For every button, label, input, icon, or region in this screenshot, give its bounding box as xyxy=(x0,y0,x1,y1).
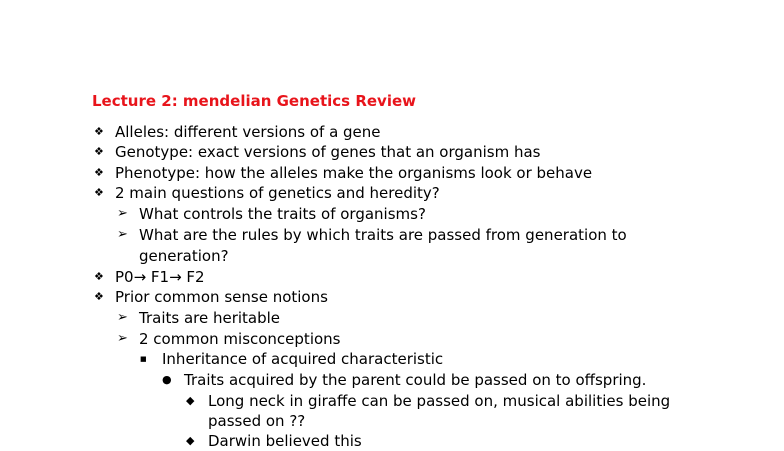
arrow-bullet-icon: ➢ xyxy=(117,310,128,325)
list-item-giraffe-continued: passed on ?? xyxy=(208,412,306,430)
diamond-bullet-icon: ❖ xyxy=(94,186,104,199)
list-item-traits-acquired: Traits acquired by the parent could be passed on to offspring. xyxy=(184,371,647,389)
list-item-phenotype: Phenotype: how the alleles make the organisms look or behave xyxy=(115,164,593,182)
lecture-title: Lecture 2: mendelian Genetics Review xyxy=(92,92,416,110)
list-item-rules-continued: generation? xyxy=(139,247,229,265)
list-item-darwin: Darwin believed this xyxy=(208,432,362,450)
list-item-giraffe: Long neck in giraffe can be passed on, musical abilities being xyxy=(208,392,671,410)
list-item-generations: P0→ F1→ F2 xyxy=(115,268,205,286)
list-item-genotype: Genotype: exact versions of genes that an organism has xyxy=(115,143,541,161)
small-diamond-bullet-icon: ◆ xyxy=(186,394,195,407)
list-item-main-questions: 2 main questions of genetics and heredity? xyxy=(115,184,440,202)
list-item-rules: What are the rules by which traits are passed from generation to xyxy=(139,226,627,244)
list-item-prior-notions: Prior common sense notions xyxy=(115,288,328,306)
list-item-misconceptions: 2 common misconceptions xyxy=(139,330,341,348)
list-item-what-controls: What controls the traits of organisms? xyxy=(139,205,426,223)
diamond-bullet-icon: ❖ xyxy=(94,125,104,138)
small-diamond-bullet-icon: ◆ xyxy=(186,434,195,447)
diamond-bullet-icon: ❖ xyxy=(94,290,104,303)
dot-bullet-icon: ● xyxy=(162,373,172,386)
arrow-bullet-icon: ➢ xyxy=(117,331,128,346)
list-item-acquired: Inheritance of acquired characteristic xyxy=(162,350,444,368)
square-bullet-icon: ■ xyxy=(140,355,147,363)
list-item-alleles: Alleles: different versions of a gene xyxy=(115,123,381,141)
arrow-bullet-icon: ➢ xyxy=(117,206,128,221)
diamond-bullet-icon: ❖ xyxy=(94,270,104,283)
diamond-bullet-icon: ❖ xyxy=(94,145,104,158)
diamond-bullet-icon: ❖ xyxy=(94,166,104,179)
arrow-bullet-icon: ➢ xyxy=(117,227,128,242)
list-item-heritable: Traits are heritable xyxy=(139,309,281,327)
